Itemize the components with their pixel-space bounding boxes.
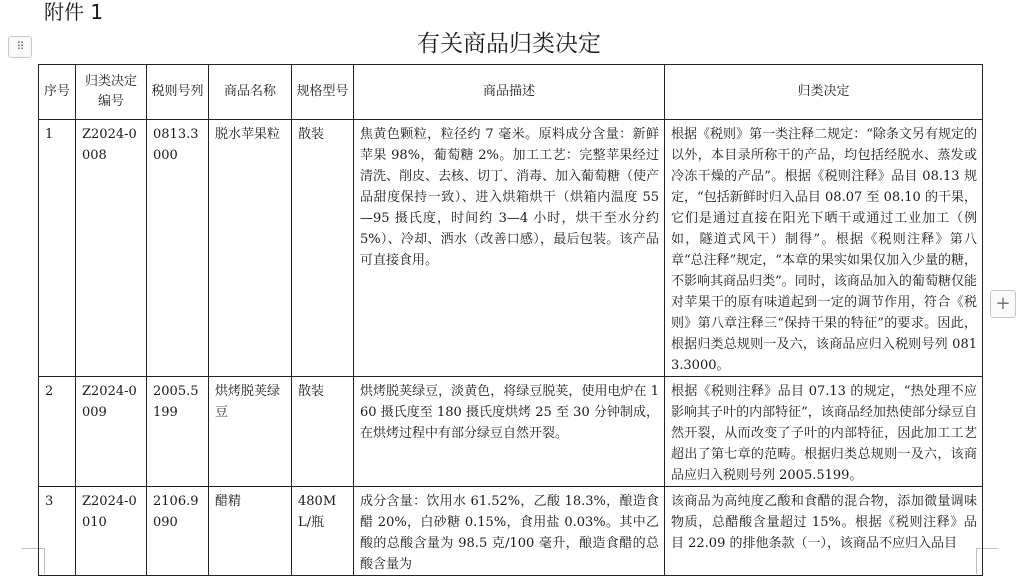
- cell-name[interactable]: 醋精: [209, 487, 292, 576]
- cell-description[interactable]: 焦黄色颗粒，粒径约 7 毫米。原料成分含量：新鲜苹果 98%，葡萄糖 2%。加工工艺：完整苹果经过清洗、削皮、去核、切丁、消毒、加入葡萄糖（使产品甜度保持一致）、进入烘箱烘干（烘箱内温度 55—95 摄氏度，时间约 3—4 小时，烘干至水分约 5%）、冷却、洒水（改善口感），最后包装。该产品可直接食用。: [354, 120, 665, 377]
- block-drag-handle[interactable]: [8, 36, 32, 58]
- cell-spec[interactable]: 散装: [292, 377, 354, 487]
- table-row: [39, 487, 983, 576]
- cell-decision-no[interactable]: Z2024-0010: [76, 487, 147, 576]
- cell-description[interactable]: 成分含量：饮用水 61.52%，乙酸 18.3%，酿造食醋 20%，白砂糖 0.15%，食用盐 0.03%。其中乙酸的总酸含量为 98.5 克/100 毫升，酿造食醋的总酸含量为: [354, 487, 665, 576]
- table-row: [39, 120, 983, 377]
- add-block-button[interactable]: [990, 290, 1016, 318]
- header-description: 商品描述: [354, 65, 665, 120]
- table-row: [39, 377, 983, 487]
- drag-handle-icon: ⠿: [16, 40, 24, 53]
- cell-no[interactable]: 3: [39, 487, 76, 576]
- cell-no[interactable]: 2: [39, 377, 76, 487]
- cell-decision[interactable]: 该商品为高纯度乙酸和食醋的混合物，添加微量调味物质，总醋酸含量超过 15%。根据《税则注释》品目 22.09 的排他条款（一），该商品不应归入品目: [665, 487, 983, 576]
- cell-name[interactable]: 脱水苹果粒: [209, 120, 292, 377]
- header-tariff: 税则号列: [147, 65, 209, 120]
- header-decision: 归类决定: [665, 65, 983, 120]
- cell-tariff[interactable]: 2106.9090: [147, 487, 209, 576]
- page-title: 有关商品归类决定: [417, 31, 601, 57]
- cell-decision-no[interactable]: Z2024-0009: [76, 377, 147, 487]
- header-name: 商品名称: [209, 65, 292, 120]
- classification-table-container: [38, 64, 982, 572]
- cell-spec[interactable]: 480ML/瓶: [292, 487, 354, 576]
- header-decision-no: 归类决定编号: [76, 65, 147, 120]
- header-spec: 规格型号: [292, 65, 354, 120]
- cell-decision-no[interactable]: Z2024-0008: [76, 120, 147, 377]
- cell-decision[interactable]: 根据《税则注释》品目 07.13 的规定，“热处理不应影响其子叶的内部特征”，该商品经加热使部分绿豆自然开裂，从而改变了子叶的内部特征，因此加工工艺超出了第七章的范畴。根据归类总规则一及六，该商品应归入税则号列 2005.5199。: [665, 377, 983, 487]
- attachment-label: 附件 1: [44, 0, 104, 24]
- cell-tariff[interactable]: 2005.5199: [147, 377, 209, 487]
- cell-tariff[interactable]: 0813.3000: [147, 120, 209, 377]
- cell-no[interactable]: 1: [39, 120, 76, 377]
- cell-name[interactable]: 烘烤脱荚绿豆: [209, 377, 292, 487]
- cell-spec[interactable]: 散装: [292, 120, 354, 377]
- header-no: 序号: [39, 65, 76, 120]
- cell-description[interactable]: 烘烤脱荚绿豆，淡黄色，将绿豆脱荚，使用电炉在 160 摄氏度至 180 摄氏度烘烤 25 至 30 分钟制成，在烘烤过程中有部分绿豆自然开裂。: [354, 377, 665, 487]
- plus-icon: +: [995, 293, 1011, 314]
- table-header-row: [39, 65, 983, 120]
- classification-table: [38, 64, 983, 576]
- cell-decision[interactable]: 根据《税则》第一类注释二规定：“除条文另有规定的以外，本目录所称干的产品，均包括经脱水、蒸发或冷冻干燥的产品”。根据《税则注释》品目 08.13 规定，“包括新鲜时归入品目 08.07 至 08.10 的干果，它们是通过直接在阳光下晒干或通过工业加工（例如，隧道式风干）制得”。根据《税则注释》第八章“总注释”规定，“本章的果实如果仅加入少量的糖，不影响其商品归类”。同时，该商品加入的葡萄糖仅能对苹果干的原有味道起到一定的调节作用，符合《税则》第八章注释三“保持干果的特征”的要求。因此，根据归类总规则一及六，该商品应归入税则号列 0813.3000。: [665, 120, 983, 377]
